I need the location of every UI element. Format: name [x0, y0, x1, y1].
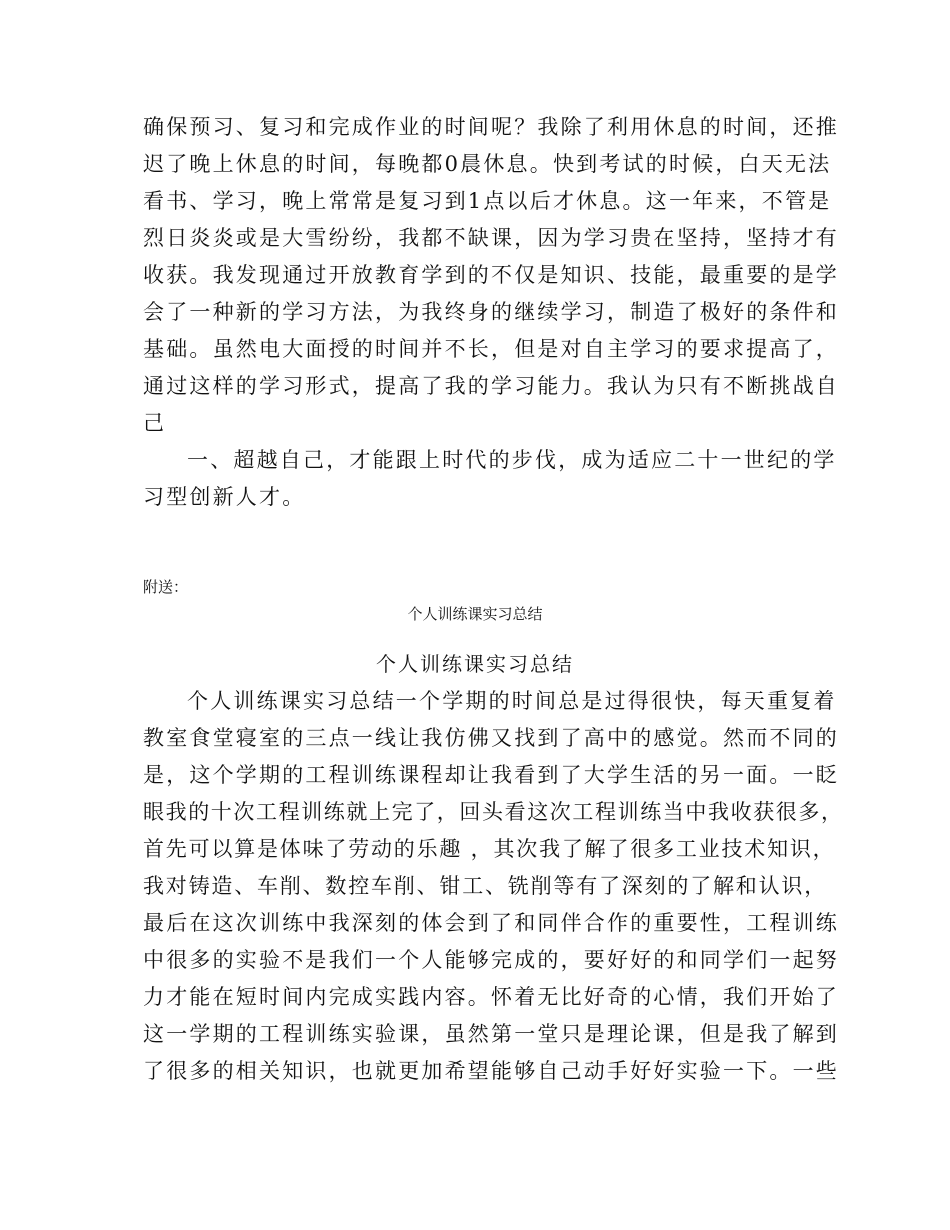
main-title: 个人训练课实习总结 — [376, 652, 574, 676]
paragraph-line: 眼我的十次工程训练就上完了，回头看这次工程训练当中我收获很多， — [143, 800, 844, 824]
paragraph-line: 烈日炎炎或是大雪纷纷，我都不缺课，因为学习贵在坚持，坚持才有 — [143, 226, 839, 250]
paragraph-line: 一、超越自己，才能跟上时代的步伐，成为适应二十一世纪的学 — [187, 448, 837, 472]
small-title: 个人训练课实习总结 — [407, 605, 543, 623]
paragraph-line: 中很多的实验不是我们一个人能够完成的，要好好的和同学们一起努 — [143, 948, 839, 972]
paragraph-line: 了很多的相关知识，也就更加希望能够自己动手好好实验一下。一些 — [143, 1059, 839, 1083]
paragraph-line: 习型创新人才。 — [143, 485, 306, 509]
paragraph-line: 迟了晚上休息的时间，每晚都0晨休息。快到考试的时候，白天无法 — [143, 152, 832, 176]
paragraph-line: 最后在这次训练中我深刻的体会到了和同伴合作的重要性，工程训练 — [143, 911, 839, 935]
paragraph-line: 首先可以算是体味了劳动的乐趣 ，其次我了解了很多工业技术知识， — [143, 837, 836, 861]
paragraph-line: 收获。我发现通过开放教育学到的不仅是知识、技能，最重要的是学 — [143, 263, 839, 287]
paragraph-line: 是，这个学期的工程训练课程却让我看到了大学生活的另一面。一眨 — [143, 763, 839, 787]
paragraph-line: 基础。虽然电大面授的时间并不长，但是对自主学习的要求提高了， — [143, 337, 839, 361]
paragraph-line: 个人训练课实习总结一个学期的时间总是过得很快，每天重复着 — [187, 689, 837, 713]
appendix-label: 附送： — [143, 578, 189, 596]
paragraph-line: 力才能在短时间内完成实践内容。怀着无比好奇的心情，我们开始了 — [143, 985, 839, 1009]
paragraph-line: 会了一种新的学习方法，为我终身的继续学习，制造了极好的条件和 — [143, 300, 839, 324]
paragraph-line: 看书、学习，晚上常常是复习到1点以后才休息。这一年来，不管是 — [143, 189, 832, 213]
paragraph-line: 这一学期的工程训练实验课，虽然第一堂只是理论课，但是我了解到 — [143, 1022, 839, 1046]
paragraph-line: 教室食堂寝室的三点一线让我仿佛又找到了高中的感觉。然而不同的 — [143, 726, 839, 750]
paragraph-line: 确保预习、复习和完成作业的时间呢？我除了利用休息的时间，还推 — [143, 115, 839, 139]
paragraph-line: 我对铸造、车削、数控车削、钳工、铣削等有了深刻的了解和认识， — [143, 874, 827, 898]
paragraph-line: 通过这样的学习形式，提高了我的学习能力。我认为只有不断挑战自 — [143, 374, 839, 398]
paragraph-line: 己 — [143, 411, 167, 435]
